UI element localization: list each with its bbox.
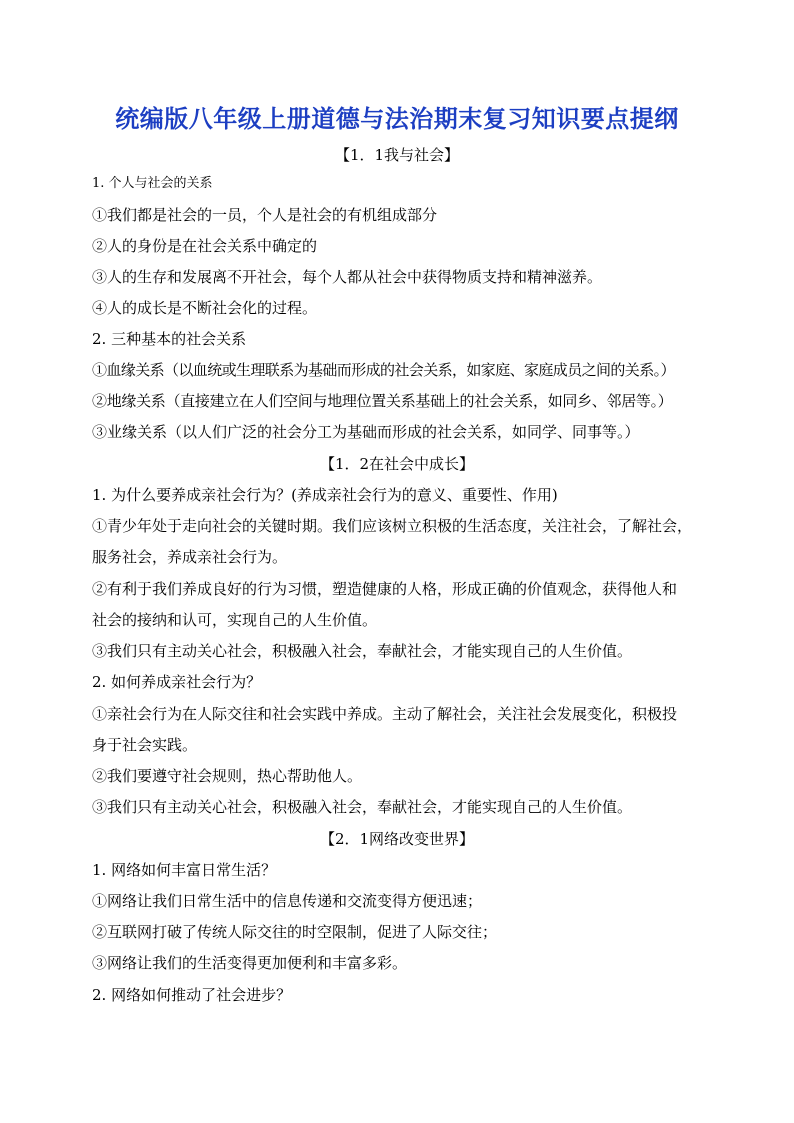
question-heading: 2. 网络如何推动了社会进步？ (92, 986, 292, 1004)
question-heading: 2. 如何养成亲社会行为？ (92, 673, 262, 691)
question-heading: 2. 三种基本的社会关系 (92, 330, 247, 348)
question-heading: 1. 为什么要养成亲社会行为？(养成亲社会行为的意义、重要性、作用) (92, 486, 558, 504)
question-heading: 1. 网络如何丰富日常生活？ (92, 861, 277, 879)
document-title: 统编版八年级上册道德与法治期末复习知识要点提纲 (115, 105, 679, 133)
text-line: ①网络让我们日常生活中的信息传递和交流变得方便迅速； (92, 892, 483, 910)
text-line: ①亲社会行为在人际交往和社会实践中养成。主动了解社会，关注社会发展变化，积极投 (92, 705, 678, 723)
text-line: ④人的成长是不断社会化的过程。 (92, 299, 318, 317)
text-line: ②地缘关系（直接建立在人们空间与地理位置关系基础上的社会关系，如同乡、邻居等。） (92, 392, 673, 410)
text-line: ②我们要遵守社会规则，热心帮助他人。 (92, 767, 363, 785)
text-line: ③网络让我们的生活变得更加便利和丰富多彩。 (92, 954, 408, 972)
text-line: ①我们都是社会的一员，个人是社会的有机组成部分 (92, 206, 438, 224)
question-heading: 1. 个人与社会的关系 (92, 176, 213, 191)
section-heading: 【1．2在社会中成长】 (319, 455, 475, 473)
text-line: 身于社会实践。 (92, 736, 198, 754)
text-line: ③我们只有主动关心社会，积极融入社会，奉献社会，才能实现自己的人生价值。 (92, 798, 633, 816)
section-heading: 【1．1我与社会】 (334, 146, 460, 164)
text-line: ②有利于我们养成良好的行为习惯，塑造健康的人格，形成正确的价值观念，获得他人和 (92, 580, 678, 598)
text-line: ③业缘关系（以人们广泛的社会分工为基础而形成的社会关系，如同学、同事等。） (92, 423, 640, 441)
text-line: ②人的身份是在社会关系中确定的 (92, 237, 318, 255)
text-line: 社会的接纳和认可，实现自己的人生价值。 (92, 611, 378, 629)
text-line: 服务社会，养成亲社会行为。 (92, 548, 288, 566)
text-line: ③人的生存和发展离不开社会，每个人都从社会中获得物质支持和精神滋养。 (92, 268, 603, 286)
text-line: ③我们只有主动关心社会，积极融入社会，奉献社会，才能实现自己的人生价值。 (92, 642, 633, 660)
text-line: ①血缘关系（以血统或生理联系为基础而形成的社会关系，如家庭、家庭成员之间的关系。） (92, 361, 675, 379)
text-line: ②互联网打破了传统人际交往的时空限制，促进了人际交往； (92, 923, 498, 941)
text-line: ①青少年处于走向社会的关键时期。我们应该树立积极的生活态度，关注社会，了解社会， (92, 517, 693, 535)
section-heading: 【2．1网络改变世界】 (319, 830, 475, 848)
